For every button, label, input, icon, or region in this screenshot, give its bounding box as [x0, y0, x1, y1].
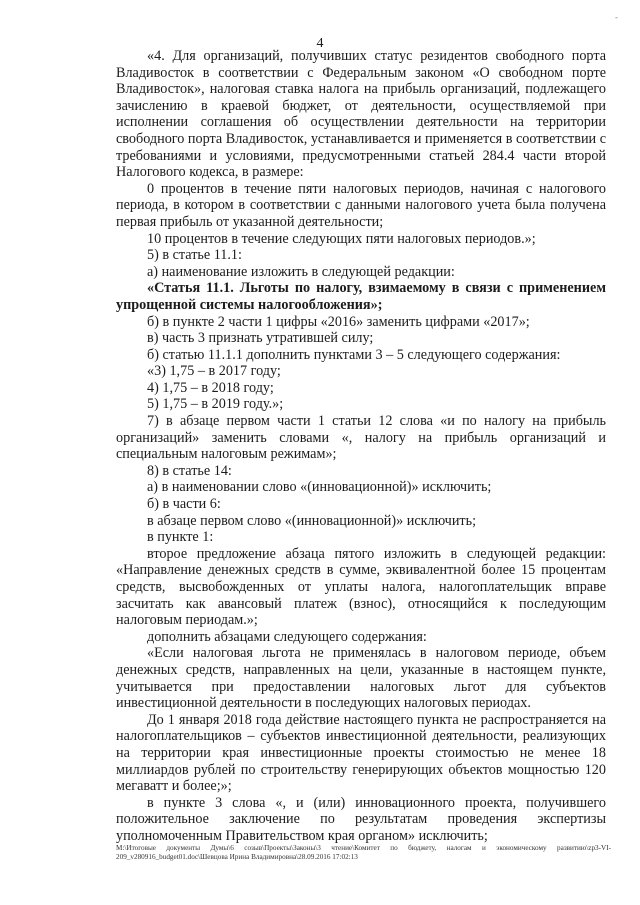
paragraph: 10 процентов в течение следующих пяти налоговых периодов.»;: [147, 230, 536, 247]
paragraph: 5) 1,75 – в 2019 году.»;: [147, 396, 284, 413]
paragraph: б) в пункте 2 части 1 цифры «2016» заменить цифрами «2017»;: [147, 313, 530, 330]
file-path-footer: M:\Итоговые документы Думы\6 созыв\Проекты\Законы\3 чтение\Комитет по бюджету, налогам и экономическому развитию\zp3-VI-209_v280916_budget01.doc\Шевцова Ирина Владимировна\28.09.2016 17:02:13: [116, 844, 611, 861]
paragraph: второе предложение абзаца пятого изложить в следующей редакции: «Направление денежных средств в сумме, эквивалентной более 15 процентам средств, высвобожденных от уплаты налога, налогоплательщик вправе засчитать как авансовый платеж (взнос), относящийся к последующим налоговым периодам.»;: [116, 545, 606, 629]
document-body: [116, 48, 606, 845]
paragraph: До 1 января 2018 года действие настоящего пункта не распространяется на налогоплательщиков – субъектов инвестиционной деятельности, реализующих на территории края инвестиционные проекты стоимостью не менее 18 миллиардов рублей по строительству генерирующих объектов мощностью 120 мегаватт и более;»;: [116, 711, 606, 795]
page-number: 4: [316, 36, 324, 51]
paragraph: в абзаце первом слово «(инновационной)» исключить;: [147, 512, 477, 529]
paragraph: «4. Для организаций, получивших статус резидентов свободного порта Владивосток в соответствии с Федеральным законом «О свободном порте Владивосток», налоговая ставка налога на прибыль организаций, подлежащего зачислению в краевой бюджет, от деятельности, осуществляемой при исполнении соглашения об осуществлении деятельности на территории свободного порта Владивосток, устанавливается и применяется в соответствии с требованиями и условиями, предусмотренными статьей 284.4 части второй Налогового кодекса, в размере:: [116, 48, 606, 181]
paragraph: дополнить абзацами следующего содержания:: [147, 628, 427, 645]
paragraph: а) в наименовании слово «(инновационной)» исключить;: [147, 479, 492, 496]
paragraph: «3) 1,75 – в 2017 году;: [147, 363, 281, 380]
corner-mark: -: [615, 12, 618, 22]
paragraph: в) часть 3 признать утратившей силу;: [147, 330, 374, 347]
paragraph: б) статью 11.1.1 дополнить пунктами 3 – 5 следующего содержания:: [147, 346, 561, 363]
paragraph: 5) в статье 11.1:: [147, 247, 242, 264]
paragraph: 8) в статье 14:: [147, 462, 232, 479]
paragraph: а) наименование изложить в следующей редакции:: [147, 263, 455, 280]
paragraph: «Статья 11.1. Льготы по налогу, взимаемому в связи с применением упрощенной системы налогообложения»;: [116, 280, 606, 313]
paragraph: 0 процентов в течение пяти налоговых периодов, начиная с налогового периода, в котором в соответствии с данными налогового учета была получена первая прибыль от указанной деятельности;: [116, 180, 606, 230]
paragraph: в пункте 3 слова «, и (или) инновационного проекта, получившего положительное заключение по результатам проведения экспертизы уполномоченным Правительством края органом» исключить;: [116, 794, 606, 844]
paragraph: «Если налоговая льгота не применялась в налоговом периоде, объем денежных средств, направленных на цели, указанные в настоящем пункте, учитывается при предоставлении налоговых льгот для субъектов инвестиционной деятельности в последующих налоговых периодах.: [116, 645, 606, 712]
paragraph: в пункте 1:: [147, 529, 214, 546]
paragraph: 7) в абзаце первом части 1 статьи 12 слова «и по налогу на прибыль организаций» заменить словами «, налогу на прибыль организаций и специальным налоговым режимам»;: [116, 413, 606, 463]
paragraph: 4) 1,75 – в 2018 году;: [147, 379, 274, 396]
paragraph: б) в части 6:: [147, 496, 221, 513]
